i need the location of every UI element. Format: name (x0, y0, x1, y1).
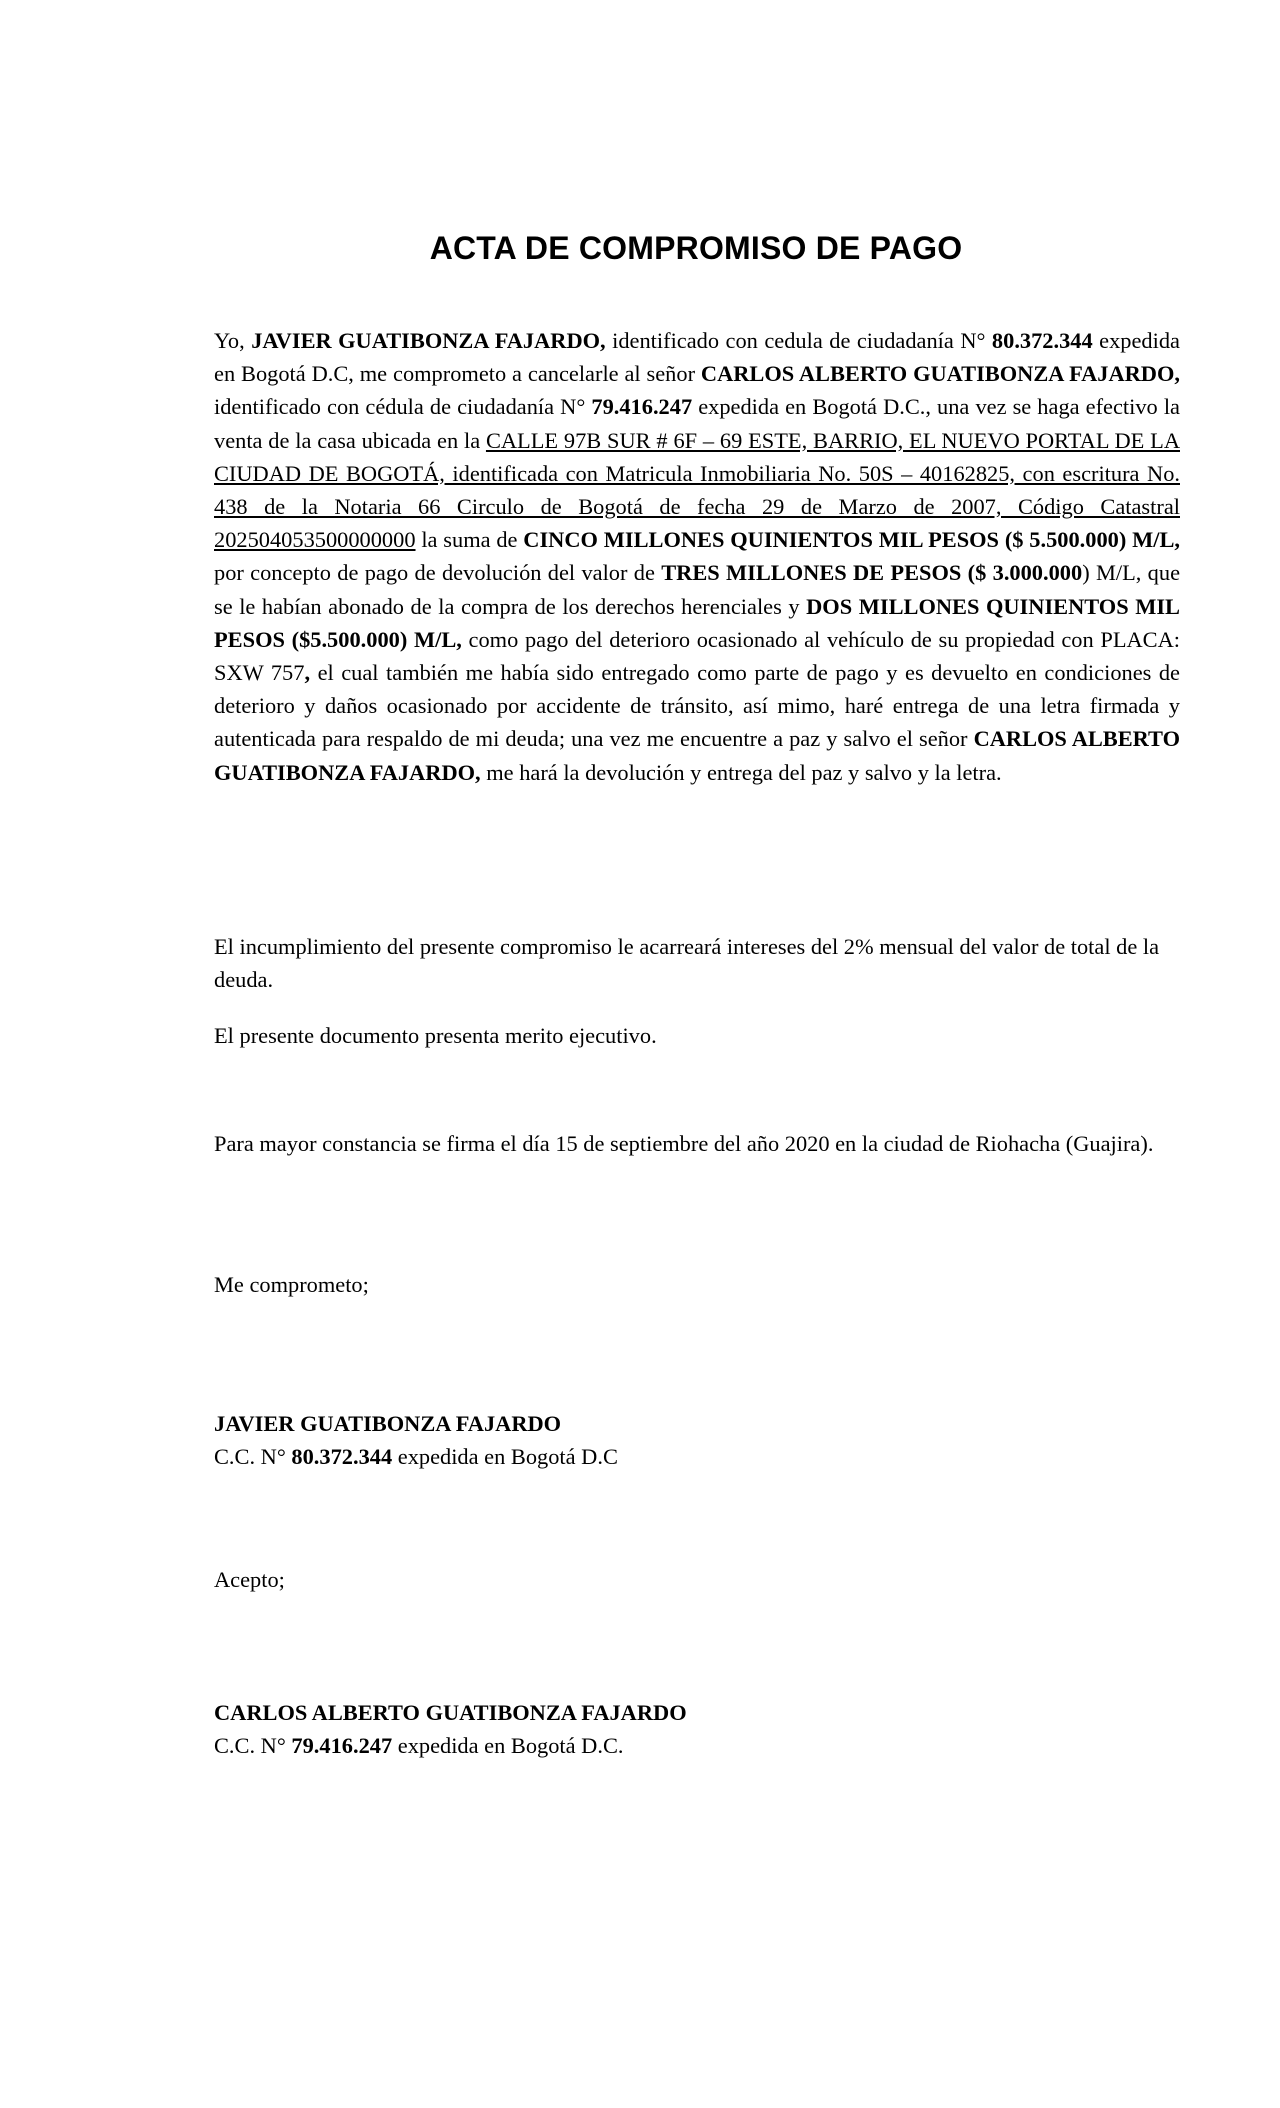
signer-name: CARLOS ALBERTO GUATIBONZA FAJARDO (214, 1700, 687, 1725)
text-run: la suma de (415, 527, 524, 553)
signer-id-number: 79.416.247 (291, 1733, 393, 1759)
acceptance-label: Acepto; (214, 1567, 285, 1592)
amount-one: TRES MILLONES DE PESOS ($ 3.000.000 (661, 560, 1083, 586)
amount-two: DOS MILLONES QUINIENTOS MIL PESOS ($5.500.000) M/L, (214, 593, 1180, 652)
signer-id-line (214, 1440, 1180, 1473)
text-run: el cual también me había sido entregado como parte de pago y es devuelto en condiciones de deterioro y daños ocasionado por accidente de tránsito, así mimo, haré entrega de una letra firmada y autenticada para respaldo de mi deuda; una vez me encuentre a paz y salvo el señor (214, 660, 1180, 752)
signature-block-creditor (214, 1696, 1180, 1762)
id-prefix: C.C. N° (214, 1733, 292, 1759)
id-suffix: expedida en Bogotá D.C. (392, 1733, 624, 1759)
text-run: por concepto de pago de devolución del valor de (214, 560, 662, 586)
id-suffix: expedida en Bogotá D.C (392, 1444, 618, 1470)
text-run: Yo, (214, 328, 252, 353)
total-amount: CINCO MILLONES QUINIENTOS MIL PESOS ($ 5.500.000) M/L, (523, 527, 1180, 553)
creditor-name-repeat: CARLOS ALBERTO GUATIBONZA FAJARDO, (214, 726, 1180, 785)
document-title: ACTA DE COMPROMISO DE PAGO (429, 230, 963, 266)
creditor-name: CARLOS ALBERTO GUATIBONZA FAJARDO, (700, 361, 1180, 387)
commitment-paragraph (214, 324, 1180, 789)
merit-clause: El presente documento presenta merito ejecutivo. (214, 1023, 657, 1048)
id-prefix: C.C. N° (214, 1444, 292, 1470)
creditor-id: 79.416.247 (591, 394, 693, 420)
signer-id-number: 80.372.344 (291, 1444, 393, 1470)
text-run: como pago del deterioro ocasionado al vehículo de su propiedad con PLACA: SXW 757 (214, 626, 1180, 686)
signer-id-line (214, 1729, 1180, 1762)
signer-name: JAVIER GUATIBONZA FAJARDO (214, 1411, 562, 1436)
text-run: expedida en Bogotá D.C., una vez se haga efectivo la venta de la casa ubicada en la (214, 394, 1180, 453)
signature-block-debtor (214, 1407, 1180, 1473)
signing-clause: Para mayor constancia se firma el día 15 de septiembre del año 2020 en la ciudad de Riohacha (Guajira). (214, 1131, 1154, 1156)
debtor-name: JAVIER GUATIBONZA FAJARDO, (251, 328, 606, 353)
text-run: expedida en Bogotá D.C, me comprometo a cancelarle al señor (214, 328, 1180, 387)
property-description: CALLE 97B SUR # 6F – 69 ESTE, BARRIO, EL NUEVO PORTAL DE LA CIUDAD DE BOGOTÁ, identificada con Matricula Inmobiliaria No. 50S – 40162825, con escritura No. 438 de la Notaria 66 Circulo de Bogotá de fecha 29 de Marzo de 2007, Código Catastral 202504053500000000 (214, 427, 1180, 553)
commitment-label: Me comprometo; (214, 1272, 369, 1297)
text-run: identificado con cedula de ciudadanía N° (605, 328, 992, 353)
interest-clause: El incumplimiento del presente compromiso le acarreará intereses del 2% mensual del valor de total de la deuda. (214, 934, 1160, 993)
debtor-id: 80.372.344 (991, 328, 1093, 353)
bold-comma: , (304, 660, 311, 686)
text-run: identificado con cédula de ciudadanía N° (214, 394, 592, 420)
text-run: me hará la devolución y entrega del paz y salvo y la letra. (480, 759, 1002, 785)
text-run: ) M/L, que se le habían abonado de la compra de los derechos herenciales y (214, 560, 1181, 619)
